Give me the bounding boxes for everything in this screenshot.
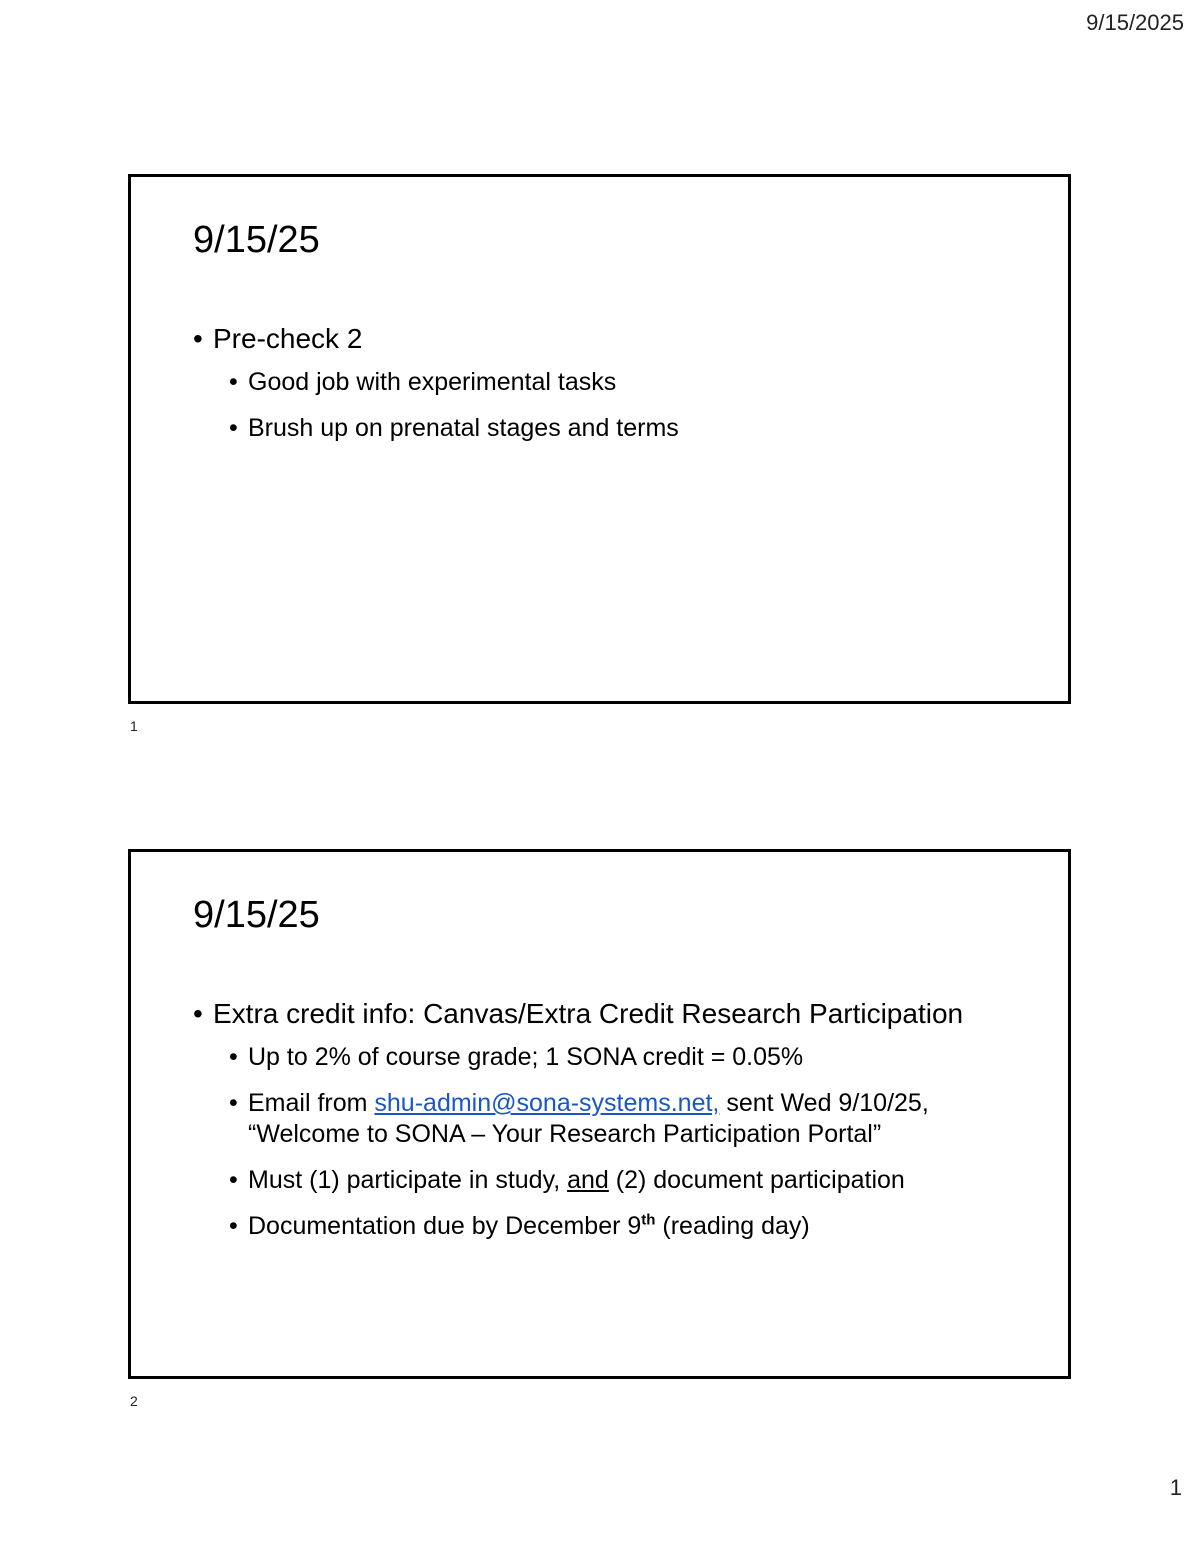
sub-bullet-item: • Good job with experimental tasks — [229, 367, 1038, 398]
sub-bullet-item: • Brush up on prenatal stages and terms — [229, 413, 1038, 444]
bullet-item: • Extra credit info: Canvas/Extra Credit Research Participation — [193, 997, 1038, 1031]
must-suffix: (2) document participation — [608, 1166, 905, 1194]
email-link[interactable]: shu-admin@sona-systems.net, — [374, 1089, 720, 1117]
documentation-superscript: th — [641, 1211, 656, 1229]
slide-title: 9/15/25 — [193, 894, 320, 936]
bullet-list — [193, 997, 1038, 1257]
documentation-prefix: Documentation due by December 9 — [248, 1212, 642, 1240]
sub-bullet-grade: • Up to 2% of course grade; 1 SONA credit = 0.05% — [229, 1042, 1038, 1073]
slide-number: 1 — [130, 718, 138, 734]
must-prefix: Must (1) participate in study, — [248, 1166, 568, 1194]
bullet-list — [193, 322, 1038, 459]
slide-title: 9/15/25 — [193, 219, 320, 261]
sub-bullet-must — [229, 1165, 1038, 1196]
sub-bullet-documentation — [229, 1211, 1038, 1242]
page-date: 9/15/2025 — [1086, 10, 1184, 35]
slide-1 — [128, 174, 1071, 704]
documentation-suffix: (reading day) — [655, 1212, 810, 1240]
sub-bullet-email — [229, 1088, 1038, 1150]
email-prefix: Email from — [248, 1089, 375, 1117]
email-subject: “Welcome to SONA – Your Research Participation Portal” — [248, 1120, 882, 1148]
email-suffix: sent Wed 9/10/25, — [719, 1089, 929, 1117]
slide-2 — [128, 849, 1071, 1379]
must-emphasis: and — [567, 1166, 609, 1194]
page-number: 1 — [1169, 1475, 1182, 1500]
bullet-item: • Pre-check 2 — [193, 322, 1038, 356]
slide-number: 2 — [130, 1393, 138, 1409]
